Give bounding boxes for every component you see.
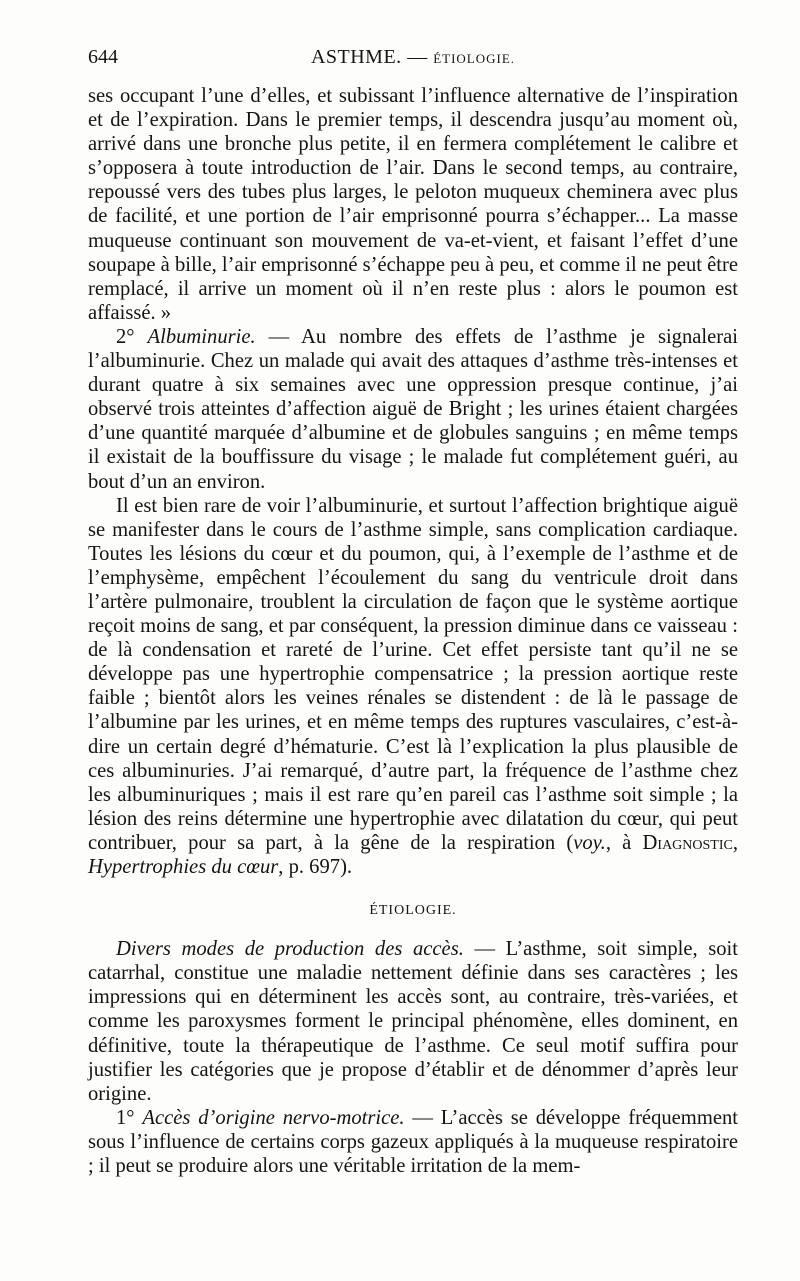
paragraph-nervo-motrice — [88, 1106, 738, 1178]
paragraph-text: , p. 697). — [278, 856, 353, 878]
running-header — [88, 46, 738, 76]
paragraph-brightique — [88, 494, 738, 880]
paragraph-text: — L’asthme, soit simple, soit catarrhal, constitue une maladie nettement définie dans ses caractères ; les impressions qui en déterminent les accès sont, au contraire, très-variées, et comme les paroxysmes forment le principal phénomène, elles dominent, en définitive, toute la thérapeutique de l’asthme. Ce seul motif suffira pour justifier les catégories que je propose d’établir et de dénommer d’après leur origine. — [88, 938, 738, 1105]
item-number: 2° — [116, 325, 135, 348]
running-title-section: ÉTIOLOGIE. — [433, 51, 516, 66]
paragraph-text: — L’accès se développe fréquemment sous l’influence de certains corps gazeux appliqués à la muqueuse respiratoire ; il peut se produire alors une véritable irritation de la mem- — [88, 1106, 738, 1178]
item-number: 1° — [116, 1106, 135, 1129]
section-heading: ÉTIOLOGIE. — [369, 903, 457, 919]
item-heading: Divers modes de production des accès. — [116, 938, 464, 961]
paragraph-text: — Au nombre des effets de l’asthme je signalerai l’albuminurie. Chez un malade qui avait des attaques d’asthme très-intenses et durant quatre à six semaines avec une oppression presque continue, j’ai observé trois atteintes d’affection aiguë de Bright ; les urines étaient chargées d’une quantité marquée d’albumine et de globules sanguins ; en même temps il existait de la bouffissure du visage ; le malade fut complétement guéri, au bout d’un an environ. — [88, 325, 738, 493]
reference-diagnostic: Diagnostic — [642, 831, 733, 854]
reference-hypertrophies: Hypertrophies du cœur — [88, 856, 279, 878]
running-title-dash: — — [407, 46, 428, 68]
item-heading: Accès d’origine nervo-motrice. — [142, 1106, 405, 1129]
running-title-main: ASTHME. — [310, 46, 402, 68]
paragraph-text: Il est bien rare de voir l’albuminurie, et surtout l’affection brightique aiguë se manifester dans le cours de l’asthme simple, sans complication cardiaque. Toutes les lésions du cœur et du poumon, qui, à l’exemple de l’asthme et de l’emphysème, empêchent l’écoulement du sang du ventricule droit dans l’artère pulmonaire, troublent la circulation de façon que le système aortique reçoit moins de sang, et par conséquent, la pression diminue dans ce vaisseau : de là condensation et rareté de l’urine. Cet effet persiste tant qu’il ne se développe pas une hypertrophie compensatrice ; la pression aortique reste faible ; bientôt alors les veines rénales se distendent : de là le passage de l’albumine par les urines, et en même temps des ruptures vasculaires, c’est-à-dire un certain degré d’hématurie. C’est là l’explication la plus plausible de ces albuminuries. J’ai remarqué, d’autre part, la fréquence de l’asthme chez les albuminuriques ; mais il est rare qu’en pareil cas l’asthme soit simple ; la lésion des reins détermine une hypertrophie avec dilatation du cœur, qui peut contribuer, pour sa part, à la gêne de la respiration ( — [88, 494, 738, 854]
paragraph-text: , — [732, 831, 739, 854]
item-heading: Albuminurie. — [147, 325, 256, 348]
paragraph-continuation: ses occupant l’une d’elles, et subissant l’influence alternative de l’inspiration et de l’expiration. Dans le premier temps, il descendra jusqu’au moment où, arrivé dans une bronche plus petite, il en fermera complétement le calibre et s’opposera à toute introduction de l’air. Dans le second temps, au contraire, repoussé vers des tubes plus larges, le peloton muqueux cheminera avec plus de facilité, et une portion de l’air emprisonné pourra s’échapper... La masse muqueuse continuant son mouvement de va-et-vient, et faisant l’effet d’une soupape à bille, l’air emprisonné s’échappe peu à peu, et comme il ne peut être remplacé, il arrive un moment où il n’en reste plus : alors le poumon est affaissé. » — [88, 85, 738, 324]
reference-voy: voy. — [573, 831, 606, 854]
paragraph-text: , à — [605, 831, 643, 854]
page-number: 644 — [88, 46, 118, 68]
paragraph-albuminurie — [88, 325, 738, 494]
page-body — [88, 84, 738, 1178]
paragraph-modes-production — [88, 937, 738, 1106]
running-title — [88, 46, 738, 69]
